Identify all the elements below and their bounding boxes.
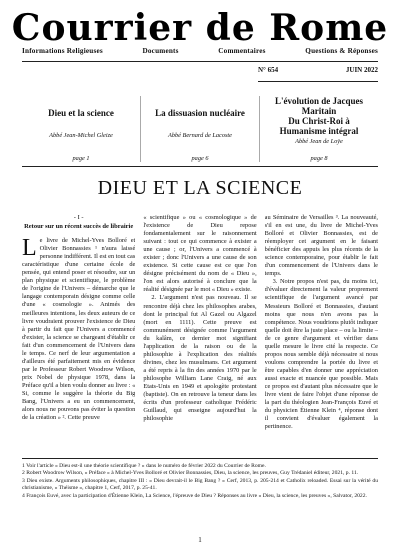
teaser-author: Abbé Bernard de Lacoste	[168, 132, 232, 139]
nav-item-religious-news: Informations Religieuses	[22, 47, 103, 55]
teaser-page: page 1	[72, 155, 90, 162]
paragraph: « scientifique » ou « cosmologique » de l'existence de Dieu repose fondamentalement sur le raisonnement suivant : tout ce qui commence à exister a une cause ; or, l'Univers a commencé à exister ; donc l'Univers a une cause de son existence. Si cette cause est ce que l'on désigne précisément du nom de « Dieu », l'on est alors autorisé à conclure que la réalité désignée par le mot « Dieu » existe.	[143, 214, 257, 294]
issue-number: N° 654	[258, 66, 279, 74]
drop-cap: L	[22, 235, 37, 262]
footnote: 3 Dieu existe. Arguments philosophiques, chapitre III : « Dieu devrait-il le Big Bang ? » Cerf, 2013, p. 205-214 et Catholix reloaded. Essai sur la vérité du christianisme, « Théisme », chapitre 1, Cerf, 2017, p. 25-41.	[22, 477, 378, 492]
article-headline: DIEU ET LA SCIENCE	[97, 177, 303, 199]
issue-info	[258, 66, 378, 78]
paragraph: 3. Notre propos n'est pas, du moins ici, d'évaluer directement la valeur proprement scientifique de l'argument avancé par Messieurs Bolloré et Bonnassies, d'autant moins que nous n'en avons pas la compétence. Nous voudrions plutôt indiquer quelle doit être la juste place – ou la limite – de ce genre d'argument et vérifier dans quelle mesure le livre cité la respecte. Ce propos nous semble déjà nécessaire si nous voulons comprendre la portée du livre et être capables d'en donner une appréciation aussi exacte et nuancée que possible. Mais ce propos est d'autant plus nécessaire que le livre vient de faire l'objet d'une réponse de la part du théologien Jean-François Euvé et du physicien Étienne Klein ⁴, réponse dont il convient d'évaluer également la pertinence.	[264, 278, 378, 431]
teaser-dieu-science	[22, 96, 140, 162]
teaser-page: page 8	[310, 155, 328, 162]
nav-item-documents: Documents	[142, 47, 179, 55]
masthead-divider	[22, 61, 378, 62]
footnote: 2 Robert Woodrow Wilson, « Préface » à Michel-Yves Bolloré et Olivier Bonnassies, Dieu, la science, les preuves, Guy Trédaniel éditeur, 2021, p. 11.	[22, 470, 359, 477]
section-title: Retour sur un récent succès de librairie	[24, 223, 134, 231]
teaser-title	[141, 96, 259, 130]
teaser-title-line: L'évolution de Jacques Maritain	[274, 96, 363, 116]
footnote-divider	[22, 458, 378, 459]
teaser-title-line: La dissuasion nucléaire	[155, 108, 245, 118]
footnotes	[22, 463, 378, 500]
teaser-title-line: Dieu et la science	[48, 108, 114, 118]
teaser-title	[22, 96, 140, 130]
issue-date: JUIN 2022	[345, 66, 378, 74]
teaser-title-line: Humanisme intégral	[279, 126, 359, 136]
article-column-3	[265, 214, 378, 450]
page-number: 1	[198, 536, 202, 544]
paragraph	[22, 237, 135, 422]
teaser-maritain	[259, 96, 378, 162]
section-nav	[22, 47, 378, 59]
teaser-title-line: Du Christ-Roi à	[288, 116, 350, 126]
footnote: 1 Voir l'article « Dieu est-il une théorie scientifique ? » dans le numéro de février 2022 du Courrier de Rome.	[22, 463, 266, 469]
footnote: 4 François Euvé, avec la participation d'Étienne Klein, La Science, l'épreuve de Dieu ? Réponses au livre « Dieu, la science, les preuves », Salvator, 2022.	[22, 492, 367, 499]
article-body	[22, 214, 378, 450]
teaser-author: Abbé Jean-Michel Gleize	[49, 132, 113, 139]
article-column-2	[143, 214, 256, 450]
paragraph-text: e livre de Michel-Yves Bolloré et Olivier Bonnassies ¹ n'aura laissé personne indifférent. Il est en tout cas caractéristique d'une certaine école de pensée, qui entend poser et résoudre, sur un plan physique et scientifique, le problème de l'origine de l'Univers – démarche que le langage contemporain désigne comme celle d'une « cosmologie ». Animés des meilleures intentions, les deux auteurs de ce livre voudraient prouver l'existence de Dieu à partir du fait que l'Univers a commencé d'exister, la science se chargeant d'établir ce fait d'un commencement de l'Univers dans le temps. Ce nerf de leur argumentation a d'ailleurs été parfaitement mis en évidence par le Professeur Robert Woodrow Wilson, prix Nobel de physique 1978, dans la Préface qu'il a bien voulu donner au livre : « Si, comme le suggère la théorie du Big Bang, l'Univers a eu un commencement, alors nous ne pouvons pas éviter la question de la création » ². Cette preuve	[22, 237, 136, 422]
issue-divider	[258, 81, 378, 82]
teaser-page: page 6	[191, 155, 209, 162]
teaser-dissuasion	[140, 96, 259, 162]
section-number: - I -	[73, 214, 84, 221]
nav-item-questions: Questions & Réponses	[305, 47, 378, 55]
paragraph: 2. L'argument n'est pas nouveau. Il se rencontre déjà chez les philosophes arabes, dont le principal fut Al Gazel ou Algazel (mort en 1111). Cette preuve est communément désignée comme l'argument du kalâm, ce dernier mot signifiant l'application de la raison ou de la philosophie à l'explication des réalités divines, chez les musulmans. Cet argument a été repris à la fin des années 1970 par le philosophe William Lane Craig, né aux Etats-Unis en 1949 et apologète protestant (baptiste). On en retrouve la teneur dans les écrits d'un professeur catholique Frédéric Guillaud, qui enseigne aujourd'hui la philosophie	[143, 294, 257, 423]
paragraph: au Séminaire de Versailles ³. La nouveauté, s'il en est une, du livre de Michel-Yves Bolloré et Olivier Bonnassies, est de réemployer cet argument en le faisant bénéficier des appuis les plus récents de la science contemporaine, pour établir le fait d'un commencement de l'Univers dans le temps.	[264, 214, 378, 278]
teaser-strip	[22, 96, 378, 162]
teaser-divider	[22, 166, 378, 167]
teaser-title	[260, 96, 378, 136]
masthead-title: Courrier de Rome	[11, 7, 389, 49]
nav-item-commentaries: Commentaires	[218, 47, 266, 55]
article-column-1	[22, 214, 135, 450]
teaser-author: Abbé Jean de Loÿe	[295, 138, 343, 145]
